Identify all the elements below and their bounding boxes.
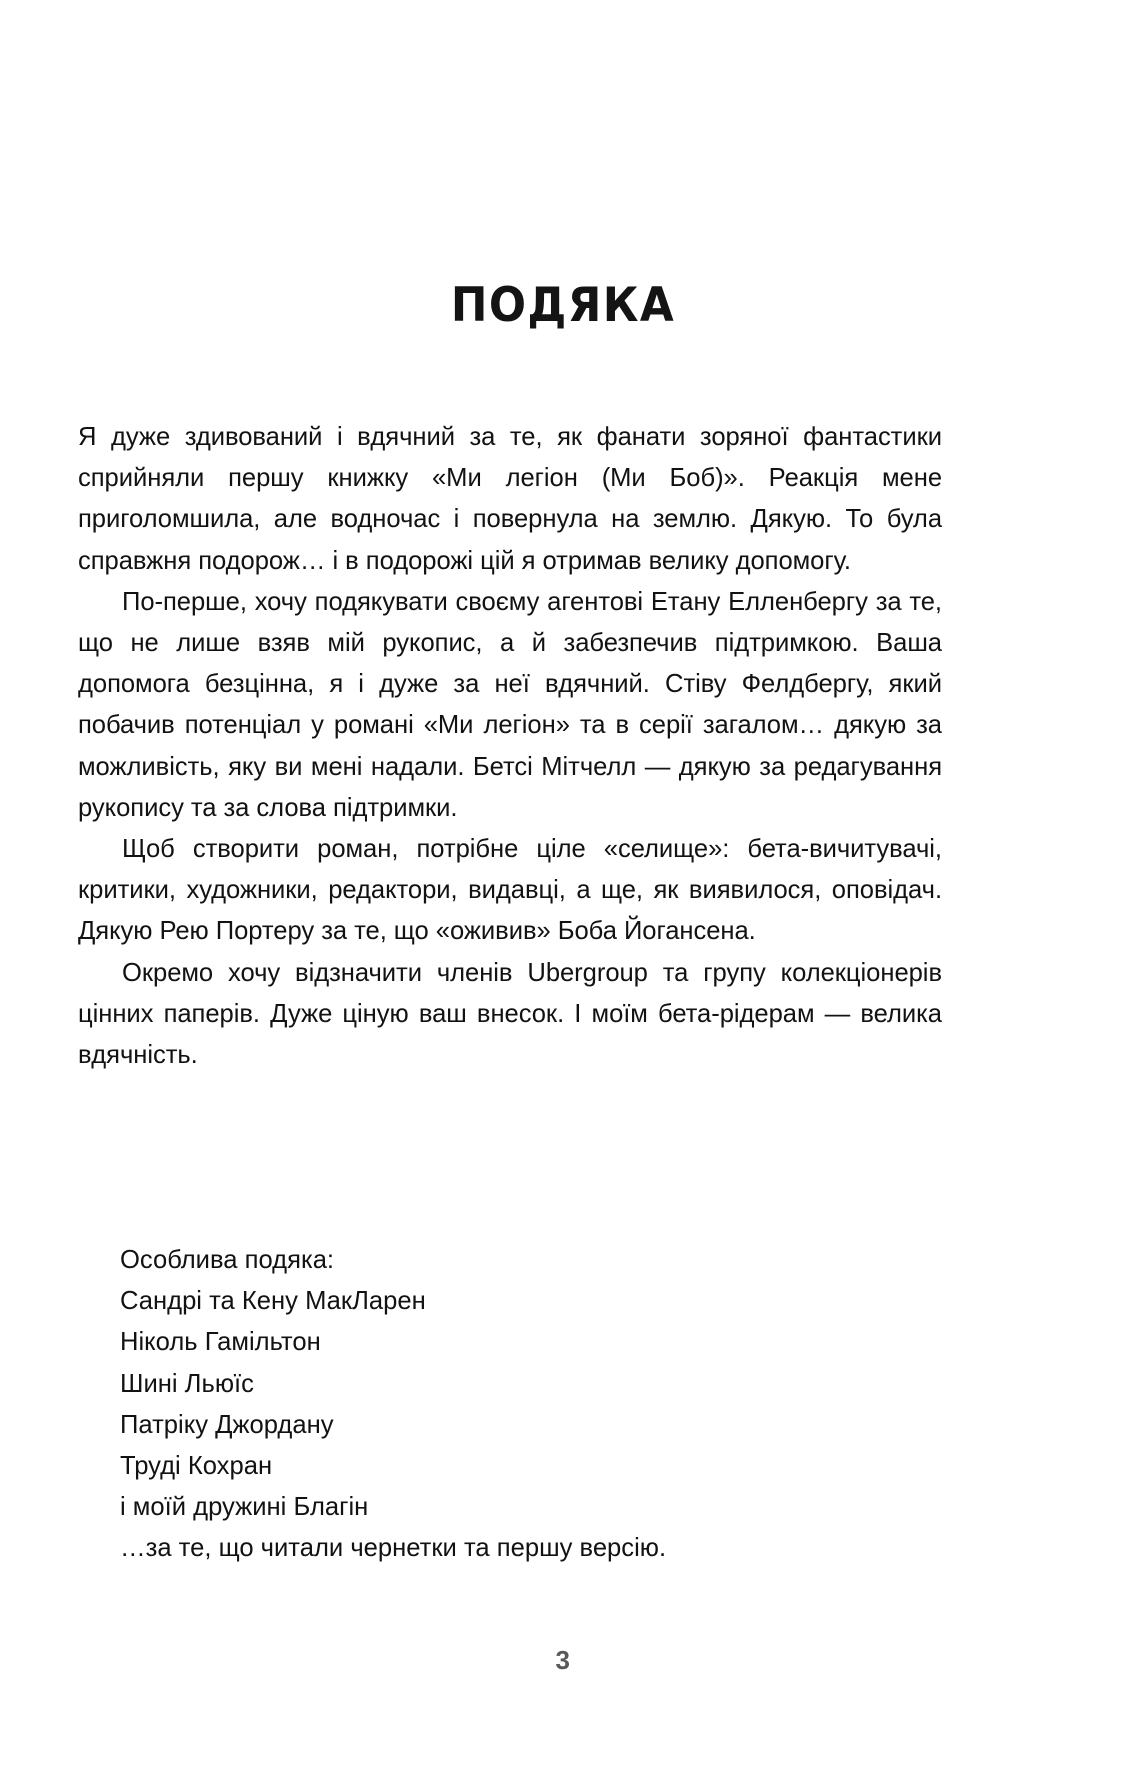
special-thanks-name: Ніколь Гамільтон bbox=[120, 1328, 321, 1357]
special-thanks-name: Труді Кохран bbox=[120, 1452, 273, 1481]
special-thanks-closing: …за те, що читали чернетки та першу версію. bbox=[120, 1534, 667, 1563]
paragraph: По-перше, хочу подякувати своєму агентові Етану Елленбергу за те, що не лише взяв мій рукопис, а й забезпечив підтримкою. Ваша допомога безцінна, я і дуже за неї вдячний. Стіву Фелдбергу, який побачив потенціал у романі «Ми легіон» та в серії загалом… дякую за можливість, яку ви мені надали. Бетсі Мітчелл — дякую за редагування рукопису та за слова підтримки. bbox=[78, 587, 942, 822]
special-thanks-name: і моїй дружині Благін bbox=[120, 1493, 369, 1522]
special-thanks-block bbox=[120, 1240, 920, 1570]
chapter-title: ПОДЯКА bbox=[450, 278, 676, 334]
special-thanks-name: Шині Льюїс bbox=[120, 1369, 254, 1398]
paragraph: Окремо хочу відзначити членів Ubergroup та групу колекціонерів цінних паперів. Дуже ціную ваш внесок. І моїм бета-рідерам — велика вдячність. bbox=[78, 958, 942, 1070]
special-thanks-name: Сандрі та Кену МакЛарен bbox=[120, 1287, 426, 1316]
special-thanks-heading: Особлива подяка: bbox=[120, 1246, 335, 1274]
page-number: 3 bbox=[555, 1645, 571, 1675]
body-text-block bbox=[78, 417, 942, 1076]
paragraph: Я дуже здивований і вдячний за те, як фанати зоряної фантастики сприйняли першу книжку «Ми легіон (Ми Боб)». Реакція мене приголомшила, але водночас і повернула на землю. Дякую. То була справжня подорож… і в подорожі цій я отримав велику допомогу. bbox=[78, 423, 942, 575]
special-thanks-name: Патріку Джордану bbox=[120, 1410, 334, 1439]
paragraph: Щоб створити роман, потрібне ціле «селище»: бета-вичитувачі, критики, художники, редактори, видавці, а ще, як виявилося, оповідач. Дякую Рею Портеру за те, що «оживив» Боба Йогансена. bbox=[78, 835, 942, 946]
